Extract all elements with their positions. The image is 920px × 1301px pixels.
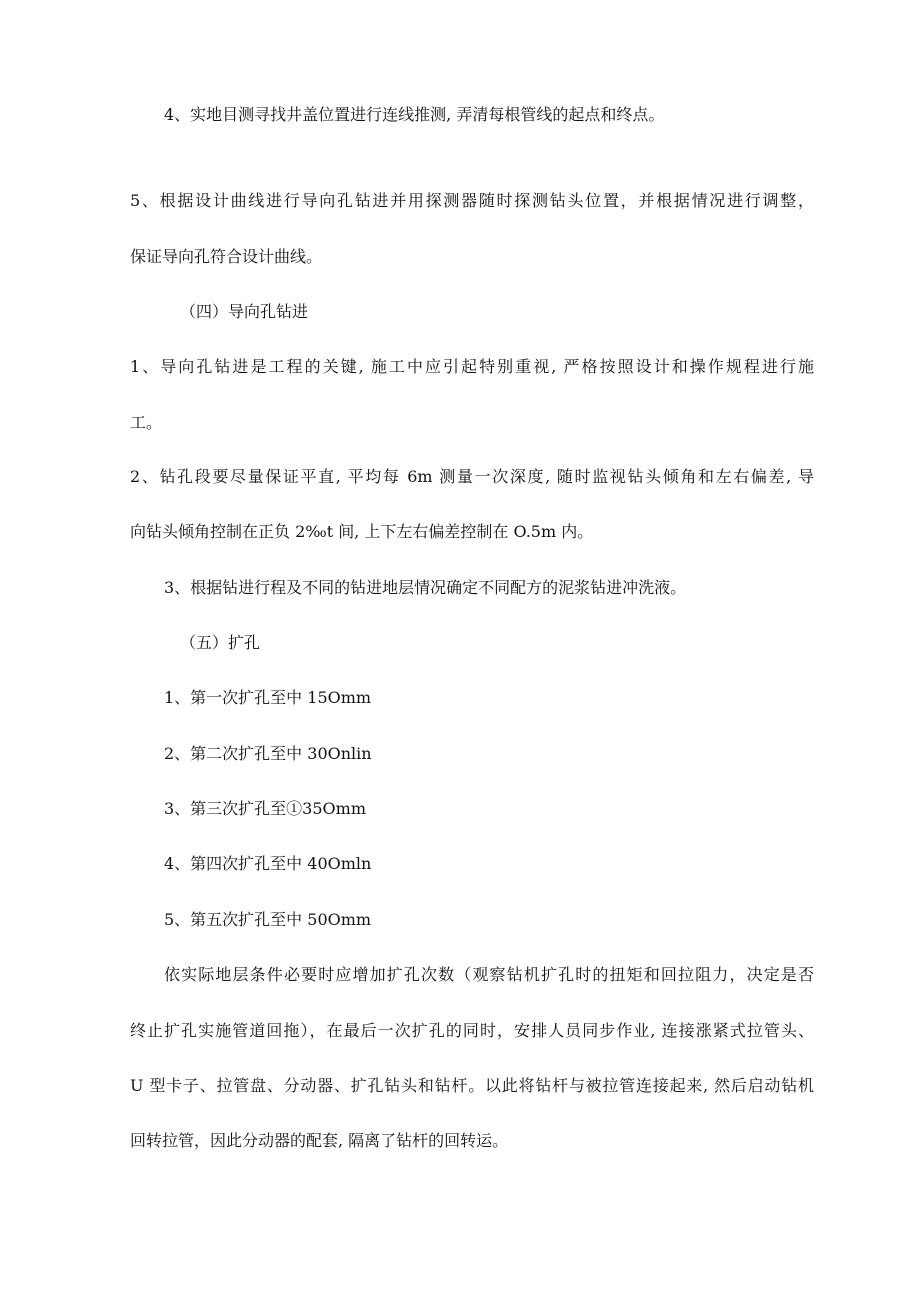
paragraph-5-line-2: 保证导向孔符合设计曲线。 — [130, 247, 323, 266]
item-5-2: 2、第二次扩孔至中 30Onlin — [164, 744, 372, 763]
item-4-1-line-2: 工。 — [130, 413, 163, 432]
paragraph-4: 4、实地目测寻找井盖位置进行连线推测, 弄清每根管线的起点和终点。 — [164, 105, 665, 124]
section-heading-5: （五）扩孔 — [180, 633, 261, 652]
final-paragraph-line-4: 回转拉管，因此分动器的配套, 隔离了钻杆的回转运。 — [130, 1131, 509, 1150]
final-paragraph-line-2: 终止扩孔实施管道回拖），在最后一次扩孔的同时，安排人员同步作业, 连接涨紧式拉管头、 — [130, 1021, 814, 1040]
final-paragraph-line-1: 依实际地层条件必要时应增加扩孔次数（观察钻机扩孔时的扭矩和回拉阻力，决定是否 — [164, 965, 814, 984]
section-heading-4: （四）导向孔钻进 — [180, 302, 309, 321]
item-4-2-line-2: 向钻头倾角控制在正负 2‰t 间, 上下左右偏差控制在 O.5m 内。 — [130, 522, 594, 541]
item-5-4: 4、第四次扩孔至中 40Omln — [164, 854, 372, 873]
item-5-3: 3、第三次扩孔至①35Omm — [164, 799, 367, 818]
item-4-3: 3、根据钻进行程及不同的钻进地层情况确定不同配方的泥浆钻进冲洗液。 — [164, 578, 687, 597]
paragraph-5-line-1: 5、根据设计曲线进行导向孔钻进并用探测器随时探测钻头位置，并根据情况进行调整， — [130, 191, 814, 210]
item-5-1: 1、第一次扩孔至中 15Omm — [164, 688, 372, 707]
final-paragraph-line-3: U 型卡子、拉管盘、分动器、扩孔钻头和钻杆。以此将钻杆与被拉管连接起来, 然后启动钻机 — [130, 1076, 814, 1095]
item-4-1-line-1: 1、导向孔钻进是工程的关键, 施工中应引起特别重视, 严格按照设计和操作规程进行施 — [130, 357, 814, 376]
item-4-2-line-1: 2、钻孔段要尽量保证平直, 平均每 6m 测量一次深度, 随时监视钻头倾角和左右偏差, 导 — [130, 467, 814, 486]
item-5-5: 5、第五次扩孔至中 50Omm — [164, 910, 372, 929]
